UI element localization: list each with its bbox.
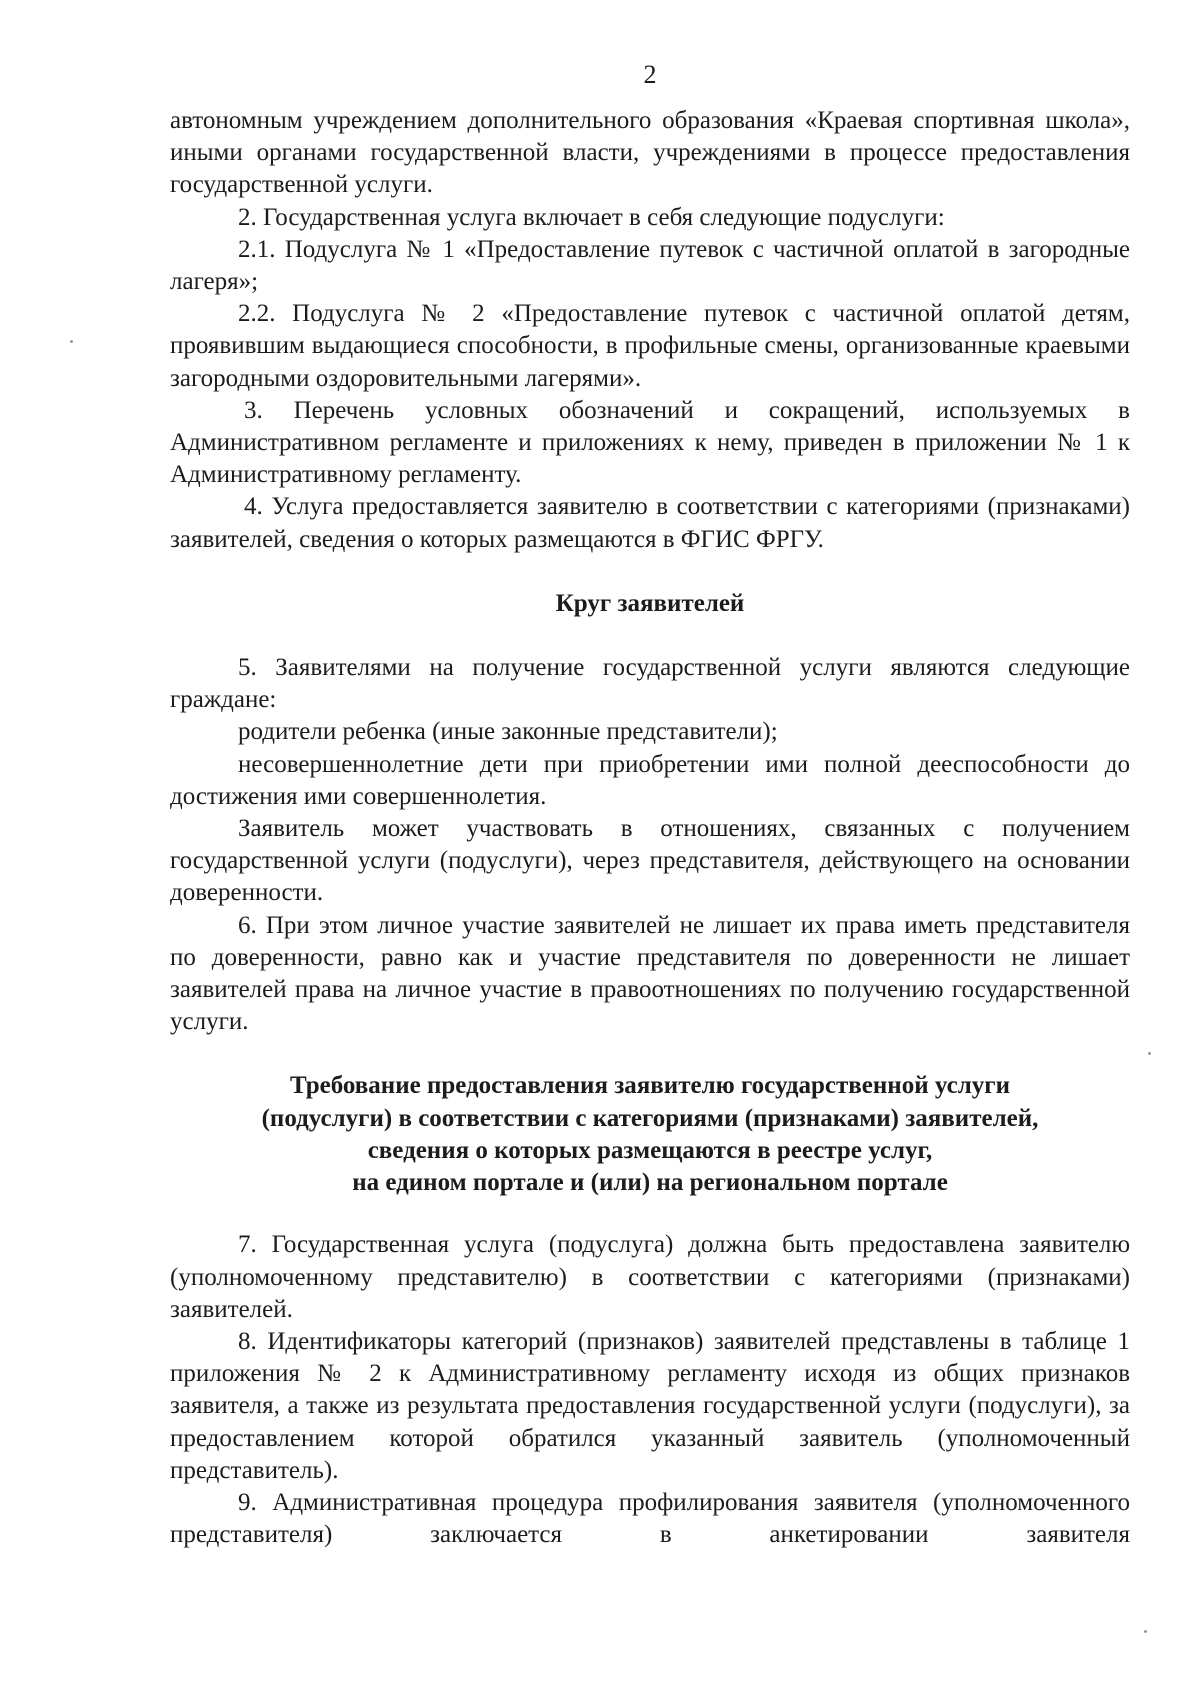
heading-requirement-line: сведения о которых размещаются в реестре услуг, [367,1136,933,1164]
heading-requirement [170,1070,1130,1199]
document-page [170,0,1130,1701]
scan-speck [70,340,73,343]
paragraph-representative: Заявитель может участвовать в отношениях, связанных с получением государственной услуги (подуслуги), через представителя, действующего на основании доверенности. [170,815,1130,907]
paragraph-6: 6. При этом личное участие заявителей не лишает их права иметь представителя по доверенности, равно как и участие представителя по доверенности не лишает заявителей права на личное участие в правоотношениях по получению государственной услуги. [170,911,1130,1036]
heading-requirement-line: (подуслуги) в соответствии с категориями (признаками) заявителей, [261,1104,1039,1132]
paragraph-5-parents: родители ребенка (иные законные представители); [238,718,778,746]
scan-speck [1144,1630,1147,1633]
paragraph-7: 7. Государственная услуга (подуслуга) должна быть предоставлена заявителю (уполномоченному представителю) в соответствии с категориями (признаками) заявителей. [170,1231,1130,1323]
paragraph-8: 8. Идентификаторы категорий (признаков) заявителей представлены в таблице 1 приложения № 2 к Административному регламенту исходя из общих признаков заявителя, а также из результата предоставления государственной услуги (подуслуги), за предоставлением которой обратился указанный заявитель (уполномоченный представитель). [170,1327,1130,1484]
paragraph-2-1: 2.1. Подуслуга № 1 «Предоставление путевок с частичной оплатой в загородные лагеря»; [170,235,1130,296]
paragraph-4: 4. Услуга предоставляется заявителю в соответствии с категориями (признаками) заявителей, сведения о которых размещаются в ФГИС ФРГУ. [170,493,1130,553]
heading-requirement-line: Требование предоставления заявителю государственной услуги [290,1072,1010,1100]
scan-speck [1148,1052,1151,1055]
document-body [170,105,1130,1551]
paragraph-2: 2. Государственная услуга включает в себя следующие подуслуги: [238,203,945,231]
heading-applicants: Круг заявителей [555,589,745,617]
paragraph-5-minors: несовершеннолетние дети при приобретении ими полной дееспособности до достижения ими совершеннолетия. [170,750,1130,810]
page-number: 2 [643,60,657,89]
paragraph-3: 3. Перечень условных обозначений и сокращений, используемых в Административном регламенте и приложениях к нему, приведен в приложении № 1 к Административному регламенту. [170,396,1130,489]
heading-requirement-line: на едином портале и (или) на региональном портале [352,1169,948,1197]
paragraph-intro-continuation: автономным учреждением дополнительного образования «Краевая спортивная школа», иными органами государственной власти, учреждениями в процессе предоставления государственной услуги. [170,107,1130,199]
paragraph-2-2: 2.2. Подуслуга № 2 «Предоставление путевок с частичной оплатой детям, проявившим выдающиеся способности, в профильные смены, организованные краевыми загородными оздоровительными лагерями». [170,300,1130,392]
paragraph-5: 5. Заявителями на получение государственной услуги являются следующие граждане: [170,654,1130,714]
paragraph-9: 9. Административная процедура профилирования заявителя (уполномоченного представителя) заключается в анкетировании заявителя [170,1488,1130,1549]
